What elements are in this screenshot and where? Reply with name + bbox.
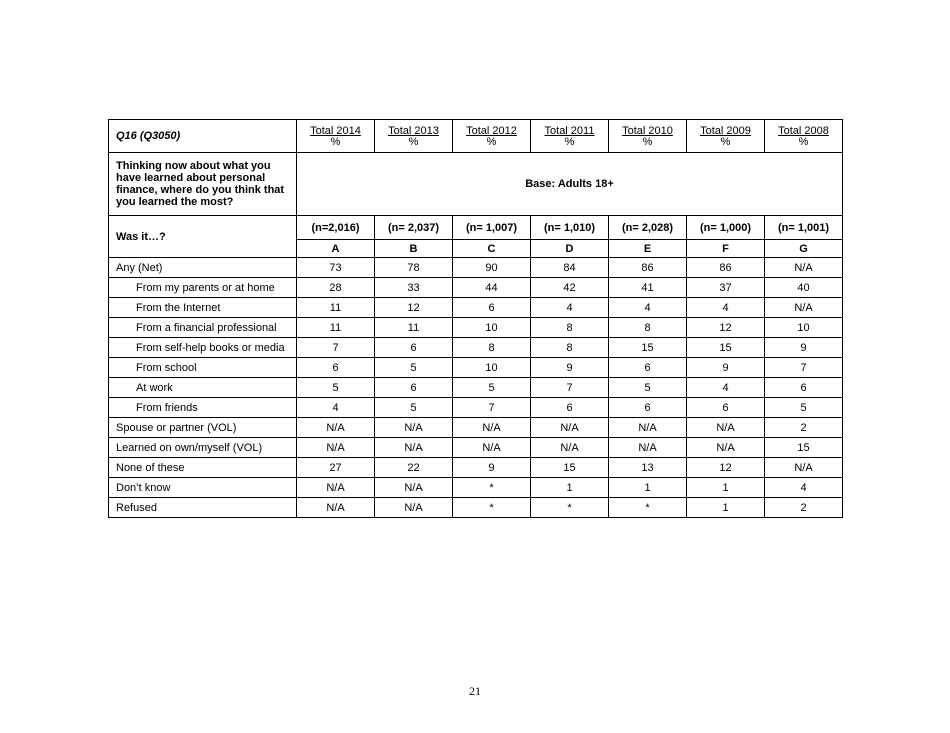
cell-value: 9 [687, 358, 765, 378]
cell-value: 9 [453, 458, 531, 478]
cell-value: 42 [531, 278, 609, 298]
cell-value: N/A [453, 438, 531, 458]
column-header [375, 120, 453, 153]
cell-value: 1 [687, 498, 765, 518]
cell-value: N/A [375, 418, 453, 438]
cell-value: 2 [765, 418, 843, 438]
table-row [109, 478, 843, 498]
cell-value: 12 [687, 458, 765, 478]
cell-value: 7 [297, 338, 375, 358]
row-label: From a financial professional [109, 318, 297, 338]
cell-value: N/A [375, 438, 453, 458]
column-header [531, 120, 609, 153]
row-label: Refused [109, 498, 297, 518]
column-percent: % [330, 135, 341, 148]
cell-value: 8 [453, 338, 531, 358]
cell-value: N/A [375, 498, 453, 518]
row-label: From the Internet [109, 298, 297, 318]
data-rows [109, 258, 843, 518]
cell-value: 6 [375, 378, 453, 398]
cell-value: N/A [531, 438, 609, 458]
cell-value: 6 [375, 338, 453, 358]
cell-value: 27 [297, 458, 375, 478]
header-row [109, 120, 843, 153]
cell-value: 11 [375, 318, 453, 338]
sample-size: (n= 2,028) [609, 216, 687, 240]
table-row [109, 378, 843, 398]
cell-value: 7 [531, 378, 609, 398]
question-id: Q16 (Q3050) [109, 120, 297, 153]
cell-value: 9 [531, 358, 609, 378]
column-letter: D [531, 240, 609, 258]
column-letter: A [297, 240, 375, 258]
cell-value: 6 [453, 298, 531, 318]
column-percent: % [408, 135, 419, 148]
cell-value: N/A [297, 438, 375, 458]
column-year: Total 2009 [700, 124, 751, 137]
row-label: Don’t know [109, 478, 297, 498]
row-label: None of these [109, 458, 297, 478]
cell-value: 73 [297, 258, 375, 278]
question-row [109, 153, 843, 216]
row-label: Spouse or partner (VOL) [109, 418, 297, 438]
cell-value: * [453, 498, 531, 518]
cell-value: 22 [375, 458, 453, 478]
table-row [109, 338, 843, 358]
cell-value: 11 [297, 298, 375, 318]
cell-value: 8 [609, 318, 687, 338]
cell-value: N/A [687, 438, 765, 458]
cell-value: N/A [297, 498, 375, 518]
column-year: Total 2008 [778, 124, 829, 137]
cell-value: 84 [531, 258, 609, 278]
row-label: From my parents or at home [109, 278, 297, 298]
column-year: Total 2010 [622, 124, 673, 137]
cell-value: N/A [453, 418, 531, 438]
cell-value: 12 [375, 298, 453, 318]
cell-value: 6 [765, 378, 843, 398]
cell-value: 9 [765, 338, 843, 358]
table-row [109, 498, 843, 518]
survey-table [108, 119, 843, 518]
column-header [765, 120, 843, 153]
cell-value: 78 [375, 258, 453, 278]
table-row [109, 318, 843, 338]
sample-size: (n= 1,000) [687, 216, 765, 240]
cell-value: 44 [453, 278, 531, 298]
cell-value: N/A [765, 298, 843, 318]
sample-size: (n= 1,001) [765, 216, 843, 240]
column-percent: % [564, 135, 575, 148]
sample-size-row [109, 216, 843, 240]
row-label: At work [109, 378, 297, 398]
table-row [109, 398, 843, 418]
row-label: From school [109, 358, 297, 378]
base-label: Base: Adults 18+ [297, 153, 843, 216]
sample-size: (n= 1,010) [531, 216, 609, 240]
cell-value: N/A [765, 458, 843, 478]
column-header [453, 120, 531, 153]
was-it-label: Was it…? [109, 216, 297, 258]
sample-size: (n= 2,037) [375, 216, 453, 240]
cell-value: 90 [453, 258, 531, 278]
cell-value: 10 [453, 318, 531, 338]
cell-value: 41 [609, 278, 687, 298]
column-letter: B [375, 240, 453, 258]
cell-value: 1 [531, 478, 609, 498]
cell-value: 5 [765, 398, 843, 418]
cell-value: 13 [609, 458, 687, 478]
table-row [109, 298, 843, 318]
cell-value: 4 [297, 398, 375, 418]
cell-value: 8 [531, 318, 609, 338]
cell-value: 10 [765, 318, 843, 338]
cell-value: 8 [531, 338, 609, 358]
cell-value: 11 [297, 318, 375, 338]
table-row [109, 278, 843, 298]
cell-value: 5 [297, 378, 375, 398]
cell-value: 4 [609, 298, 687, 318]
cell-value: * [531, 498, 609, 518]
cell-value: N/A [609, 418, 687, 438]
cell-value: 6 [609, 358, 687, 378]
column-letter: C [453, 240, 531, 258]
cell-value: 1 [687, 478, 765, 498]
column-percent: % [798, 135, 809, 148]
cell-value: 86 [687, 258, 765, 278]
cell-value: 4 [687, 378, 765, 398]
cell-value: N/A [297, 418, 375, 438]
cell-value: 6 [297, 358, 375, 378]
cell-value: 28 [297, 278, 375, 298]
cell-value: 5 [375, 358, 453, 378]
column-letter: G [765, 240, 843, 258]
cell-value: 6 [687, 398, 765, 418]
cell-value: 86 [609, 258, 687, 278]
question-text: Thinking now about what you have learned about personal finance, where do you think that you learned the most? [109, 153, 297, 216]
cell-value: 15 [687, 338, 765, 358]
column-percent: % [486, 135, 497, 148]
cell-value: 7 [765, 358, 843, 378]
cell-value: 33 [375, 278, 453, 298]
cell-value: 15 [609, 338, 687, 358]
cell-value: 4 [687, 298, 765, 318]
table-row [109, 458, 843, 478]
sample-size: (n= 1,007) [453, 216, 531, 240]
column-percent: % [642, 135, 653, 148]
column-header [687, 120, 765, 153]
column-year: Total 2013 [388, 124, 439, 137]
column-percent: % [720, 135, 731, 148]
cell-value: 40 [765, 278, 843, 298]
cell-value: 4 [531, 298, 609, 318]
cell-value: N/A [609, 438, 687, 458]
column-year: Total 2011 [544, 124, 595, 137]
table-row [109, 418, 843, 438]
row-label: From friends [109, 398, 297, 418]
cell-value: 6 [609, 398, 687, 418]
column-year: Total 2014 [310, 124, 361, 137]
table-row [109, 438, 843, 458]
column-year: Total 2012 [466, 124, 517, 137]
cell-value: 10 [453, 358, 531, 378]
cell-value: 15 [765, 438, 843, 458]
cell-value: N/A [297, 478, 375, 498]
cell-value: 6 [531, 398, 609, 418]
sample-size: (n=2,016) [297, 216, 375, 240]
cell-value: 37 [687, 278, 765, 298]
cell-value: * [609, 498, 687, 518]
cell-value: N/A [687, 418, 765, 438]
cell-value: 2 [765, 498, 843, 518]
table-body [109, 120, 843, 258]
row-label: From self-help books or media [109, 338, 297, 358]
cell-value: 5 [453, 378, 531, 398]
column-header [297, 120, 375, 153]
cell-value: N/A [531, 418, 609, 438]
cell-value: 5 [609, 378, 687, 398]
cell-value: 15 [531, 458, 609, 478]
cell-value: 1 [609, 478, 687, 498]
page-number: 21 [469, 684, 481, 698]
cell-value: 4 [765, 478, 843, 498]
cell-value: 7 [453, 398, 531, 418]
table-row [109, 258, 843, 278]
cell-value: 12 [687, 318, 765, 338]
cell-value: N/A [375, 478, 453, 498]
cell-value: N/A [765, 258, 843, 278]
column-letter: F [687, 240, 765, 258]
cell-value: 5 [375, 398, 453, 418]
cell-value: * [453, 478, 531, 498]
table-row [109, 358, 843, 378]
row-label: Learned on own/myself (VOL) [109, 438, 297, 458]
column-letter: E [609, 240, 687, 258]
column-header [609, 120, 687, 153]
row-label: Any (Net) [109, 258, 297, 278]
